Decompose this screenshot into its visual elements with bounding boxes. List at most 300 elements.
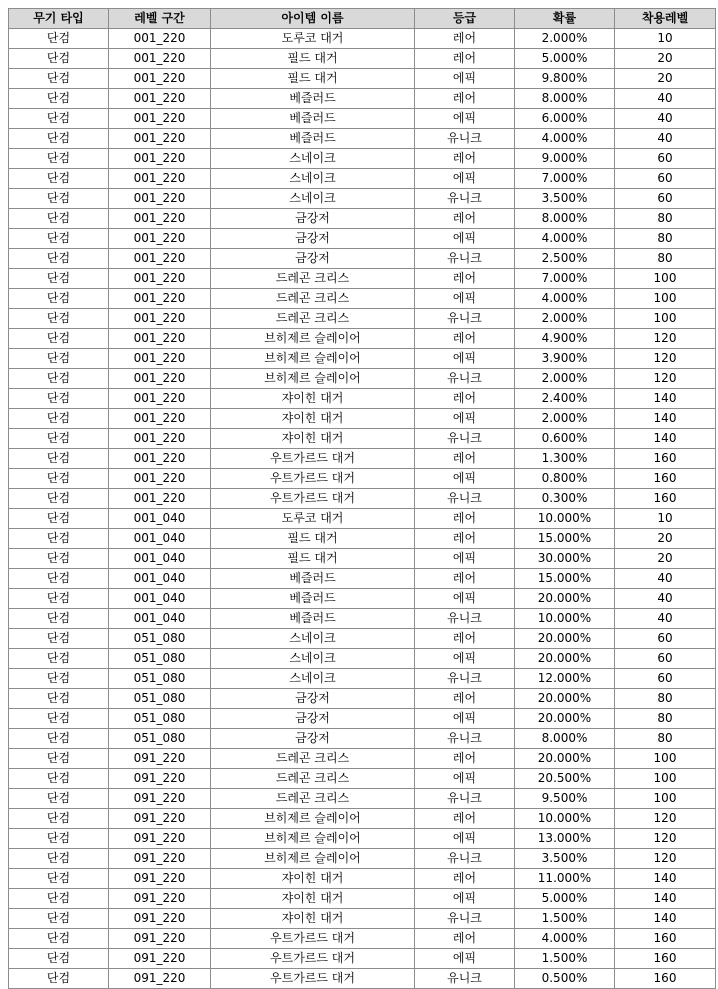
cell-weapon-type: 단검 [9, 549, 109, 569]
cell-grade: 레어 [415, 809, 515, 829]
table-row [9, 549, 716, 569]
table-row [9, 489, 716, 509]
cell-grade: 레어 [415, 869, 515, 889]
cell-level-range: 001_220 [109, 89, 211, 109]
cell-grade: 유니크 [415, 369, 515, 389]
cell-level-range: 001_220 [109, 129, 211, 149]
cell-equip-level: 120 [615, 829, 716, 849]
cell-grade: 레어 [415, 629, 515, 649]
cell-grade: 레어 [415, 449, 515, 469]
cell-probability: 8.000% [515, 729, 615, 749]
cell-weapon-type: 단검 [9, 29, 109, 49]
cell-level-range: 001_220 [109, 169, 211, 189]
cell-item-name: 드레곤 크리스 [211, 269, 415, 289]
header-level-range: 레벨 구간 [109, 9, 211, 29]
cell-weapon-type: 단검 [9, 349, 109, 369]
cell-weapon-type: 단검 [9, 949, 109, 969]
cell-weapon-type: 단검 [9, 709, 109, 729]
cell-level-range: 091_220 [109, 909, 211, 929]
cell-item-name: 우트가르드 대거 [211, 449, 415, 469]
cell-weapon-type: 단검 [9, 889, 109, 909]
table-row [9, 749, 716, 769]
cell-weapon-type: 단검 [9, 829, 109, 849]
cell-grade: 유니크 [415, 969, 515, 989]
cell-weapon-type: 단검 [9, 169, 109, 189]
cell-grade: 유니크 [415, 249, 515, 269]
cell-probability: 9.500% [515, 789, 615, 809]
cell-level-range: 091_220 [109, 829, 211, 849]
cell-level-range: 091_220 [109, 949, 211, 969]
cell-grade: 에픽 [415, 409, 515, 429]
table-header [9, 9, 716, 29]
table-row [9, 249, 716, 269]
cell-weapon-type: 단검 [9, 49, 109, 69]
cell-level-range: 001_040 [109, 549, 211, 569]
cell-item-name: 쟈이힌 대거 [211, 909, 415, 929]
cell-equip-level: 160 [615, 449, 716, 469]
cell-weapon-type: 단검 [9, 689, 109, 709]
cell-probability: 2.000% [515, 409, 615, 429]
cell-equip-level: 100 [615, 749, 716, 769]
cell-weapon-type: 단검 [9, 929, 109, 949]
table-row [9, 809, 716, 829]
cell-item-name: 브히제르 슬레이어 [211, 349, 415, 369]
cell-grade: 레어 [415, 89, 515, 109]
cell-level-range: 001_220 [109, 269, 211, 289]
cell-grade: 에픽 [415, 109, 515, 129]
table-row [9, 769, 716, 789]
cell-grade: 레어 [415, 389, 515, 409]
cell-equip-level: 10 [615, 29, 716, 49]
table-row [9, 909, 716, 929]
cell-equip-level: 80 [615, 249, 716, 269]
cell-item-name: 스네이크 [211, 169, 415, 189]
header-weapon-type: 무기 타입 [9, 9, 109, 29]
cell-item-name: 베즐러드 [211, 569, 415, 589]
cell-weapon-type: 단검 [9, 869, 109, 889]
cell-item-name: 브히제르 슬레이어 [211, 369, 415, 389]
cell-item-name: 쟈이힌 대거 [211, 389, 415, 409]
cell-grade: 유니크 [415, 129, 515, 149]
cell-grade: 에픽 [415, 769, 515, 789]
table-row [9, 789, 716, 809]
cell-equip-level: 40 [615, 129, 716, 149]
table-row [9, 709, 716, 729]
cell-grade: 레어 [415, 269, 515, 289]
cell-weapon-type: 단검 [9, 729, 109, 749]
cell-grade: 에픽 [415, 289, 515, 309]
cell-probability: 2.500% [515, 249, 615, 269]
cell-weapon-type: 단검 [9, 489, 109, 509]
cell-probability: 15.000% [515, 569, 615, 589]
cell-level-range: 001_220 [109, 109, 211, 129]
cell-weapon-type: 단검 [9, 589, 109, 609]
table-row [9, 569, 716, 589]
cell-equip-level: 140 [615, 429, 716, 449]
cell-equip-level: 100 [615, 769, 716, 789]
cell-equip-level: 60 [615, 669, 716, 689]
cell-equip-level: 60 [615, 629, 716, 649]
cell-weapon-type: 단검 [9, 769, 109, 789]
cell-grade: 유니크 [415, 789, 515, 809]
table-row [9, 229, 716, 249]
cell-weapon-type: 단검 [9, 669, 109, 689]
cell-equip-level: 80 [615, 729, 716, 749]
cell-weapon-type: 단검 [9, 789, 109, 809]
cell-level-range: 001_220 [109, 469, 211, 489]
cell-item-name: 브히제르 슬레이어 [211, 829, 415, 849]
cell-weapon-type: 단검 [9, 369, 109, 389]
cell-probability: 20.000% [515, 649, 615, 669]
table-row [9, 429, 716, 449]
cell-equip-level: 120 [615, 349, 716, 369]
cell-level-range: 091_220 [109, 849, 211, 869]
cell-equip-level: 80 [615, 229, 716, 249]
cell-weapon-type: 단검 [9, 389, 109, 409]
table-body [9, 29, 716, 989]
cell-grade: 에픽 [415, 229, 515, 249]
table-row [9, 929, 716, 949]
cell-grade: 에픽 [415, 349, 515, 369]
cell-probability: 2.000% [515, 369, 615, 389]
cell-weapon-type: 단검 [9, 849, 109, 869]
cell-item-name: 드레곤 크리스 [211, 769, 415, 789]
cell-item-name: 드레곤 크리스 [211, 289, 415, 309]
cell-probability: 5.000% [515, 889, 615, 909]
cell-item-name: 베즐러드 [211, 89, 415, 109]
cell-item-name: 필드 대거 [211, 69, 415, 89]
table-row [9, 409, 716, 429]
cell-item-name: 스네이크 [211, 189, 415, 209]
cell-grade: 에픽 [415, 709, 515, 729]
cell-grade: 유니크 [415, 489, 515, 509]
cell-grade: 레어 [415, 49, 515, 69]
cell-item-name: 베즐러드 [211, 589, 415, 609]
cell-item-name: 쟈이힌 대거 [211, 869, 415, 889]
cell-level-range: 091_220 [109, 929, 211, 949]
cell-level-range: 001_220 [109, 229, 211, 249]
table-row [9, 49, 716, 69]
cell-item-name: 도루코 대거 [211, 509, 415, 529]
cell-equip-level: 160 [615, 489, 716, 509]
cell-item-name: 우트가르드 대거 [211, 489, 415, 509]
cell-weapon-type: 단검 [9, 249, 109, 269]
cell-item-name: 스네이크 [211, 649, 415, 669]
cell-grade: 레어 [415, 209, 515, 229]
table-row [9, 449, 716, 469]
cell-weapon-type: 단검 [9, 649, 109, 669]
cell-equip-level: 120 [615, 809, 716, 829]
header-grade: 등급 [415, 9, 515, 29]
cell-weapon-type: 단검 [9, 69, 109, 89]
cell-probability: 4.900% [515, 329, 615, 349]
cell-grade: 유니크 [415, 429, 515, 449]
cell-probability: 2.400% [515, 389, 615, 409]
cell-grade: 에픽 [415, 169, 515, 189]
cell-equip-level: 80 [615, 209, 716, 229]
cell-level-range: 001_040 [109, 509, 211, 529]
cell-level-range: 051_080 [109, 669, 211, 689]
cell-probability: 15.000% [515, 529, 615, 549]
cell-equip-level: 60 [615, 149, 716, 169]
cell-equip-level: 20 [615, 49, 716, 69]
cell-weapon-type: 단검 [9, 609, 109, 629]
cell-level-range: 001_040 [109, 569, 211, 589]
cell-probability: 3.900% [515, 349, 615, 369]
cell-probability: 13.000% [515, 829, 615, 849]
cell-probability: 11.000% [515, 869, 615, 889]
table-row [9, 609, 716, 629]
cell-probability: 4.000% [515, 229, 615, 249]
table-row [9, 829, 716, 849]
header-equip-level: 착용레벨 [615, 9, 716, 29]
header-probability: 확률 [515, 9, 615, 29]
cell-item-name: 우트가르드 대거 [211, 969, 415, 989]
cell-equip-level: 140 [615, 889, 716, 909]
cell-probability: 2.000% [515, 309, 615, 329]
cell-level-range: 001_220 [109, 389, 211, 409]
cell-grade: 유니크 [415, 729, 515, 749]
cell-level-range: 001_220 [109, 69, 211, 89]
cell-level-range: 001_040 [109, 529, 211, 549]
cell-item-name: 드레곤 크리스 [211, 789, 415, 809]
cell-weapon-type: 단검 [9, 269, 109, 289]
cell-probability: 10.000% [515, 509, 615, 529]
table-row [9, 729, 716, 749]
cell-grade: 레어 [415, 929, 515, 949]
cell-probability: 20.000% [515, 689, 615, 709]
cell-equip-level: 140 [615, 869, 716, 889]
cell-level-range: 051_080 [109, 629, 211, 649]
cell-weapon-type: 단검 [9, 229, 109, 249]
cell-grade: 유니크 [415, 189, 515, 209]
cell-probability: 1.300% [515, 449, 615, 469]
cell-equip-level: 120 [615, 329, 716, 349]
cell-weapon-type: 단검 [9, 749, 109, 769]
cell-weapon-type: 단검 [9, 449, 109, 469]
cell-level-range: 001_220 [109, 209, 211, 229]
cell-grade: 레어 [415, 529, 515, 549]
table-row [9, 589, 716, 609]
cell-level-range: 001_220 [109, 29, 211, 49]
cell-equip-level: 140 [615, 389, 716, 409]
cell-item-name: 베즐러드 [211, 129, 415, 149]
cell-probability: 20.000% [515, 589, 615, 609]
cell-grade: 에픽 [415, 649, 515, 669]
cell-equip-level: 120 [615, 849, 716, 869]
cell-level-range: 091_220 [109, 969, 211, 989]
cell-probability: 12.000% [515, 669, 615, 689]
cell-item-name: 베즐러드 [211, 109, 415, 129]
cell-probability: 3.500% [515, 849, 615, 869]
cell-grade: 에픽 [415, 829, 515, 849]
cell-level-range: 001_040 [109, 589, 211, 609]
cell-level-range: 051_080 [109, 729, 211, 749]
cell-weapon-type: 단검 [9, 469, 109, 489]
cell-level-range: 001_220 [109, 249, 211, 269]
cell-grade: 레어 [415, 569, 515, 589]
table-row [9, 89, 716, 109]
cell-item-name: 우트가르드 대거 [211, 949, 415, 969]
cell-probability: 20.500% [515, 769, 615, 789]
cell-grade: 유니크 [415, 609, 515, 629]
cell-probability: 7.000% [515, 269, 615, 289]
cell-level-range: 091_220 [109, 769, 211, 789]
cell-level-range: 001_220 [109, 489, 211, 509]
cell-equip-level: 100 [615, 309, 716, 329]
table-row [9, 849, 716, 869]
cell-equip-level: 100 [615, 269, 716, 289]
table-row [9, 209, 716, 229]
cell-item-name: 브히제르 슬레이어 [211, 329, 415, 349]
cell-weapon-type: 단검 [9, 569, 109, 589]
cell-equip-level: 140 [615, 909, 716, 929]
cell-grade: 레어 [415, 149, 515, 169]
cell-equip-level: 80 [615, 709, 716, 729]
table-row [9, 149, 716, 169]
cell-probability: 1.500% [515, 949, 615, 969]
cell-level-range: 091_220 [109, 749, 211, 769]
cell-level-range: 091_220 [109, 889, 211, 909]
table-row [9, 349, 716, 369]
cell-probability: 5.000% [515, 49, 615, 69]
cell-equip-level: 80 [615, 689, 716, 709]
table-row [9, 189, 716, 209]
cell-level-range: 051_080 [109, 709, 211, 729]
table-row [9, 389, 716, 409]
cell-equip-level: 160 [615, 929, 716, 949]
cell-equip-level: 160 [615, 969, 716, 989]
cell-equip-level: 100 [615, 789, 716, 809]
cell-grade: 유니크 [415, 849, 515, 869]
cell-level-range: 051_080 [109, 689, 211, 709]
cell-grade: 에픽 [415, 889, 515, 909]
table-row [9, 69, 716, 89]
table-row [9, 629, 716, 649]
cell-item-name: 우트가르드 대거 [211, 469, 415, 489]
cell-item-name: 필드 대거 [211, 549, 415, 569]
cell-equip-level: 60 [615, 169, 716, 189]
cell-weapon-type: 단검 [9, 289, 109, 309]
cell-item-name: 금강저 [211, 209, 415, 229]
table-row [9, 289, 716, 309]
cell-probability: 8.000% [515, 89, 615, 109]
table-row [9, 309, 716, 329]
cell-weapon-type: 단검 [9, 189, 109, 209]
cell-item-name: 금강저 [211, 689, 415, 709]
cell-weapon-type: 단검 [9, 209, 109, 229]
table-row [9, 369, 716, 389]
cell-weapon-type: 단검 [9, 149, 109, 169]
cell-grade: 에픽 [415, 949, 515, 969]
cell-item-name: 쟈이힌 대거 [211, 429, 415, 449]
cell-grade: 에픽 [415, 549, 515, 569]
cell-grade: 유니크 [415, 909, 515, 929]
cell-level-range: 001_220 [109, 409, 211, 429]
cell-item-name: 브히제르 슬레이어 [211, 849, 415, 869]
cell-grade: 에픽 [415, 469, 515, 489]
cell-item-name: 필드 대거 [211, 49, 415, 69]
cell-equip-level: 40 [615, 109, 716, 129]
cell-equip-level: 10 [615, 509, 716, 529]
drop-rate-table [8, 8, 716, 989]
cell-probability: 7.000% [515, 169, 615, 189]
cell-grade: 에픽 [415, 589, 515, 609]
cell-probability: 8.000% [515, 209, 615, 229]
table-row [9, 669, 716, 689]
table-row [9, 949, 716, 969]
table-row [9, 109, 716, 129]
cell-level-range: 001_220 [109, 369, 211, 389]
cell-level-range: 001_220 [109, 429, 211, 449]
cell-item-name: 브히제르 슬레이어 [211, 809, 415, 829]
table-row [9, 169, 716, 189]
cell-equip-level: 40 [615, 569, 716, 589]
cell-weapon-type: 단검 [9, 509, 109, 529]
cell-equip-level: 40 [615, 609, 716, 629]
cell-item-name: 필드 대거 [211, 529, 415, 549]
cell-item-name: 스네이크 [211, 669, 415, 689]
cell-weapon-type: 단검 [9, 329, 109, 349]
cell-item-name: 금강저 [211, 729, 415, 749]
cell-weapon-type: 단검 [9, 89, 109, 109]
cell-weapon-type: 단검 [9, 429, 109, 449]
table-row [9, 129, 716, 149]
cell-item-name: 쟈이힌 대거 [211, 409, 415, 429]
cell-probability: 0.600% [515, 429, 615, 449]
cell-probability: 2.000% [515, 29, 615, 49]
table-row [9, 969, 716, 989]
cell-item-name: 우트가르드 대거 [211, 929, 415, 949]
cell-item-name: 드레곤 크리스 [211, 749, 415, 769]
cell-probability: 20.000% [515, 629, 615, 649]
table-row [9, 469, 716, 489]
cell-probability: 4.000% [515, 129, 615, 149]
table-row [9, 869, 716, 889]
cell-probability: 10.000% [515, 609, 615, 629]
cell-probability: 4.000% [515, 929, 615, 949]
cell-grade: 레어 [415, 329, 515, 349]
cell-weapon-type: 단검 [9, 409, 109, 429]
header-row [9, 9, 716, 29]
cell-item-name: 베즐러드 [211, 609, 415, 629]
cell-equip-level: 120 [615, 369, 716, 389]
cell-equip-level: 40 [615, 589, 716, 609]
cell-probability: 9.000% [515, 149, 615, 169]
cell-level-range: 001_220 [109, 49, 211, 69]
cell-level-range: 001_220 [109, 309, 211, 329]
cell-probability: 6.000% [515, 109, 615, 129]
header-item-name: 아이템 이름 [211, 9, 415, 29]
cell-probability: 0.300% [515, 489, 615, 509]
cell-level-range: 001_040 [109, 609, 211, 629]
cell-item-name: 드레곤 크리스 [211, 309, 415, 329]
cell-equip-level: 20 [615, 549, 716, 569]
cell-grade: 레어 [415, 509, 515, 529]
cell-grade: 레어 [415, 689, 515, 709]
cell-probability: 1.500% [515, 909, 615, 929]
cell-item-name: 스네이크 [211, 149, 415, 169]
cell-equip-level: 40 [615, 89, 716, 109]
cell-level-range: 001_220 [109, 189, 211, 209]
table-row [9, 649, 716, 669]
cell-probability: 0.500% [515, 969, 615, 989]
cell-probability: 4.000% [515, 289, 615, 309]
cell-equip-level: 140 [615, 409, 716, 429]
cell-probability: 9.800% [515, 69, 615, 89]
cell-probability: 3.500% [515, 189, 615, 209]
table-row [9, 689, 716, 709]
